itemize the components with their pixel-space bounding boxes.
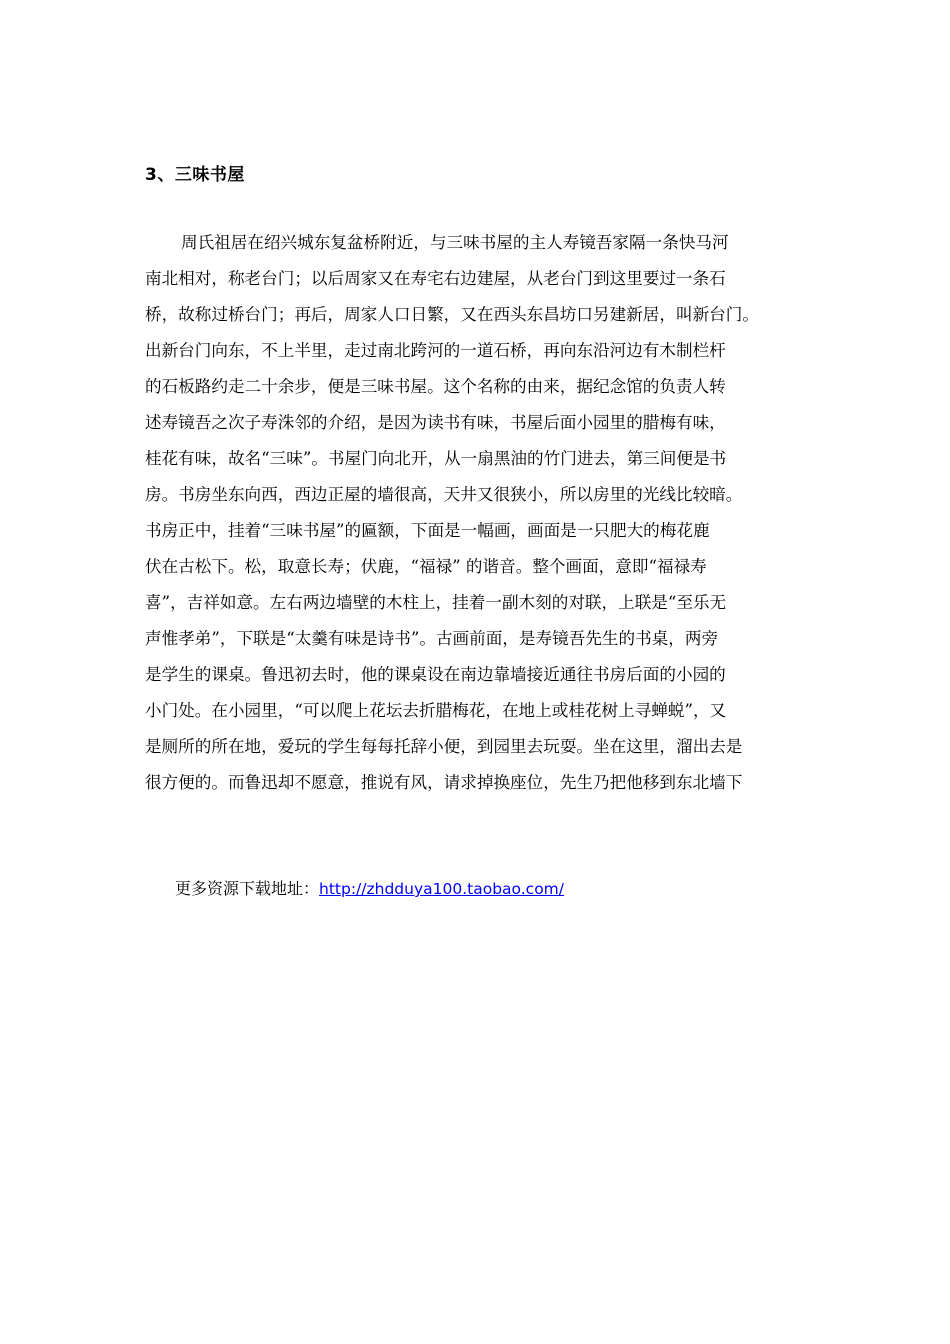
paragraph-line: 周氏祖居在绍兴城东复盆桥附近，与三味书屋的主人寿镜吾家隔一条快马河 xyxy=(181,233,729,252)
paragraph-line: 喜”，吉祥如意。左右两边墙壁的木柱上，挂着一副木刻的对联，上联是“至乐无 xyxy=(145,593,727,612)
footer-label: 更多资源下载地址： xyxy=(175,879,320,898)
download-footer xyxy=(175,876,564,899)
paragraph-line: 伏在古松下。松，取意长寿；伏鹿，“福禄” 的谐音。整个画面，意即“福禄寿 xyxy=(145,557,707,576)
section-heading: 3、三味书屋 xyxy=(145,165,245,185)
paragraph-line: 南北相对，称老台门；以后周家又在寿宅右边建屋，从老台门到这里要过一条石 xyxy=(145,269,726,288)
download-link[interactable]: http://zhdduya100.taobao.com/ xyxy=(319,880,565,898)
paragraph-line: 桥，故称过桥台门；再后，周家人口日繁，又在西头东昌坊口另建新居，叫新台门。 xyxy=(145,305,759,324)
paragraph-line: 述寿镜吾之次子寿洙邻的介绍，是因为读书有味，书屋后面小园里的腊梅有味， xyxy=(145,413,726,432)
paragraph-line: 是学生的课桌。鲁迅初去时，他的课桌设在南边靠墙接近通往书房后面的小园的 xyxy=(145,665,726,684)
paragraph-line: 是厕所的所在地，爱玩的学生每每托辞小便，到园里去玩耍。坐在这里，溜出去是 xyxy=(145,737,743,756)
paragraph-line: 声惟孝弟”，下联是“太羹有味是诗书”。古画前面，是寿镜吾先生的书桌，两旁 xyxy=(145,629,719,648)
paragraph-line: 小门处。在小园里，“可以爬上花坛去折腊梅花，在地上或桂花树上寻蝉蜕”，又 xyxy=(145,701,727,720)
paragraph-line: 出新台门向东，不上半里，走过南北跨河的一道石桥，再向东沿河边有木制栏杆 xyxy=(145,341,726,360)
paragraph-line: 书房正中，挂着“三味书屋”的匾额，下面是一幅画，画面是一只肥大的梅花鹿 xyxy=(145,521,710,540)
paragraph-line: 桂花有味，故名“三味”。书屋门向北开，从一扇黑油的竹门进去，第三间便是书 xyxy=(145,449,727,468)
body-paragraph xyxy=(145,225,810,801)
paragraph-line: 的石板路约走二十余步，便是三味书屋。这个名称的由来，据纪念馆的负责人转 xyxy=(145,377,726,396)
paragraph-line: 房。书房坐东向西，西边正屋的墙很高，天井又很狭小，所以房里的光线比较暗。 xyxy=(145,485,743,504)
paragraph-line: 很方便的。而鲁迅却不愿意，推说有风，请求掉换座位，先生乃把他移到东北墙下 xyxy=(145,773,743,792)
